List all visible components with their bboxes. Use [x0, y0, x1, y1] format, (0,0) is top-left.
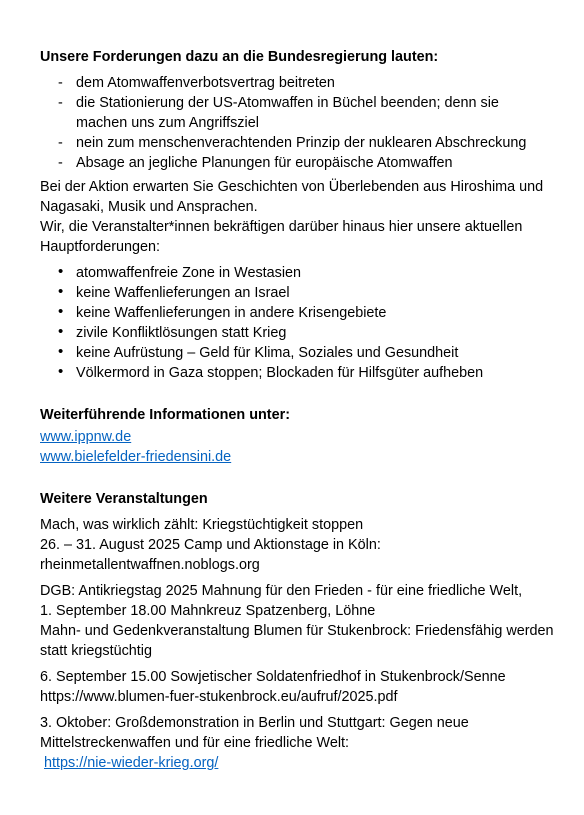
list-item: • Völkermord in Gaza stoppen; Blockaden für Hilfsgüter aufheben	[58, 363, 484, 381]
list-item: • keine Aufrüstung – Geld für Klima, Soziales und Gesundheit	[58, 343, 459, 361]
event-block: 6. September 15.00 Sowjetischer Soldatenfriedhof in Stukenbrock/Senne https://www.blumen-fuer-stukenbrock.eu/aufruf/2025.pdf	[40, 669, 506, 705]
bullet-marker: •	[58, 363, 64, 380]
list-item: - dem Atomwaffenverbotsvertrag beitreten	[58, 75, 335, 91]
event-block: DGB: Antikriegstag 2025 Mahnung für den Frieden - für eine friedliche Welt, 1. September 18.00 Mahnkreuz Spatzenberg, Löhne Mahn- und Gedenkveranstaltung Blumen für Stukenbrock: Friedensfähig werden statt kriegstüchtig	[40, 583, 554, 659]
events-section	[40, 489, 554, 773]
friedensini-link[interactable]: www.bielefelder-friedensini.de	[40, 449, 232, 465]
bullet-marker: •	[58, 303, 64, 320]
demands-list	[40, 73, 554, 173]
list-item: - nein zum menschenverachtenden Prinzip der nuklearen Abschreckung	[58, 135, 527, 151]
ippnw-link[interactable]: www.ippnw.de	[40, 429, 132, 445]
info-section	[40, 405, 554, 467]
dash-marker: -	[58, 75, 63, 91]
events-heading: Weitere Veranstaltungen	[40, 491, 208, 507]
bullet-marker: •	[58, 283, 64, 300]
list-item: - die Stationierung der US-Atomwaffen in Büchel beenden; denn sie machen uns zum Angriffsziel	[58, 95, 499, 131]
main-demands-list	[40, 263, 554, 383]
list-item: • keine Waffenlieferungen an Israel	[58, 283, 290, 301]
dash-marker: -	[58, 95, 63, 111]
list-item: • keine Waffenlieferungen in andere Krisengebiete	[58, 303, 387, 321]
event-block: Mach, was wirklich zählt: Kriegstüchtigkeit stoppen 26. – 31. August 2025 Camp und Aktionstage in Köln: rheinmetallentwaffnen.noblogs.org	[40, 517, 381, 573]
demands-heading: Unsere Forderungen dazu an die Bundesregierung lauten:	[40, 49, 439, 65]
list-item: - Absage an jegliche Planungen für europäische Atomwaffen	[58, 155, 453, 171]
list-item: • zivile Konfliktlösungen statt Krieg	[58, 323, 287, 341]
dash-marker: -	[58, 135, 63, 151]
nie-wieder-krieg-link[interactable]: https://nie-wieder-krieg.org/	[44, 755, 219, 771]
organizers-paragraph: Wir, die Veranstalter*innen bekräftigen darüber hinaus hier unsere aktuellen Hauptforderungen:	[40, 219, 523, 255]
bullet-marker: •	[58, 343, 64, 360]
bullet-marker: •	[58, 323, 64, 340]
bullet-marker: •	[58, 263, 64, 280]
dash-marker: -	[58, 155, 63, 171]
action-paragraph: Bei der Aktion erwarten Sie Geschichten von Überlebenden aus Hiroshima und Nagasaki, Musik und Ansprachen.	[40, 179, 544, 215]
info-heading: Weiterführende Informationen unter:	[40, 407, 290, 423]
list-item: • atomwaffenfreie Zone in Westasien	[58, 263, 302, 281]
event-block: 3. Oktober: Großdemonstration in Berlin und Stuttgart: Gegen neue Mittelstreckenwaffen und für eine friedliche Welt: https://nie-wieder-krieg.org/	[40, 713, 554, 773]
